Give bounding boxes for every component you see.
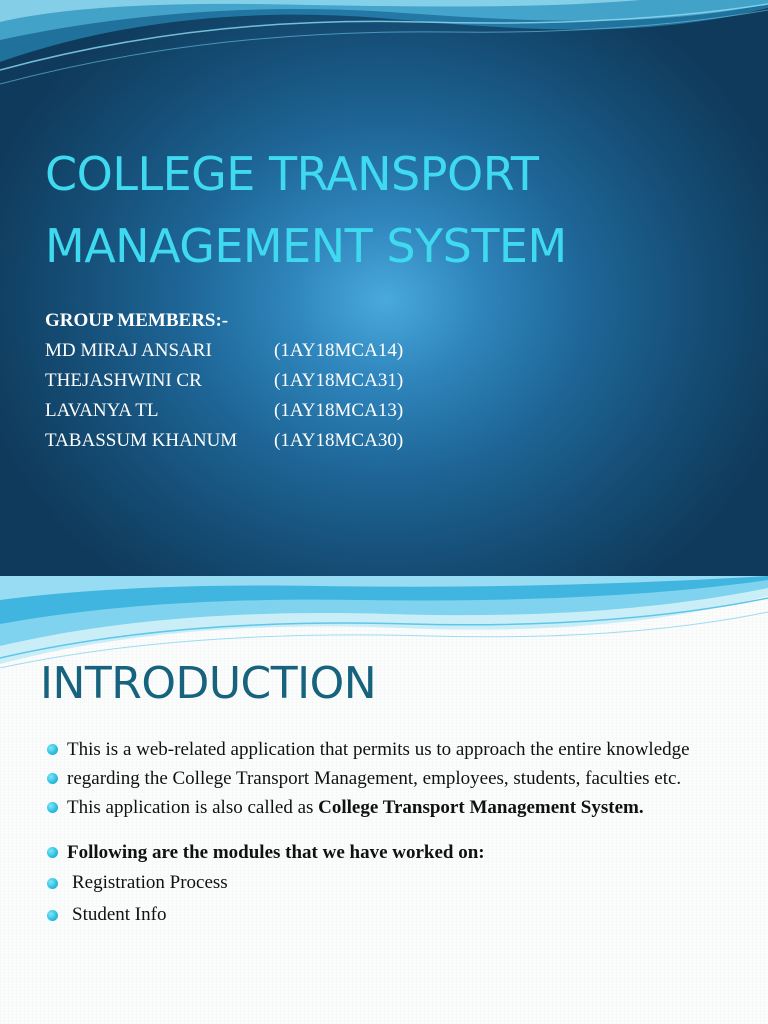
bullet-bold-text: College Transport Management System. (318, 797, 644, 818)
bullet-text: Student Info (72, 904, 167, 925)
bullet-text: regarding the College Transport Management, employees, students, faculties etc. (67, 768, 682, 789)
bullet-text: This application is also called as (67, 797, 319, 818)
bullet-icon (47, 910, 58, 921)
bullet-list (45, 736, 745, 932)
group-members (45, 306, 403, 456)
bullet-icon (47, 802, 58, 813)
bullet-icon (47, 744, 58, 755)
bullet-text: Following are the modules that we have worked on: (67, 842, 485, 863)
group-members-heading: GROUP MEMBERS:- (45, 310, 229, 331)
decorative-waves (0, 0, 768, 100)
bullet-icon (47, 878, 58, 889)
bullet-text: Registration Process (72, 872, 228, 893)
introduction-slide (0, 576, 768, 1024)
list-item (45, 765, 745, 792)
list-item (45, 868, 745, 898)
title-line-1: COLLEGE TRANSPORT (45, 147, 539, 201)
member-row (45, 426, 403, 456)
member-id: (1AY18MCA14) (274, 340, 404, 361)
list-item (45, 839, 745, 866)
list-item (45, 900, 745, 930)
bullet-icon (47, 847, 58, 858)
member-name: LAVANYA TL (45, 400, 159, 421)
title-line-2: MANAGEMENT SYSTEM (45, 219, 567, 273)
bullet-icon (47, 773, 58, 784)
member-id: (1AY18MCA30) (274, 430, 404, 451)
member-name: THEJASHWINI CR (45, 370, 202, 391)
list-item (45, 736, 745, 763)
slide-title: INTRODUCTION (40, 658, 377, 709)
slide-title (45, 138, 745, 282)
bullet-text: This is a web-related application that permits us to approach the entire knowledge (67, 739, 690, 760)
member-name: TABASSUM KHANUM (45, 430, 238, 451)
member-id: (1AY18MCA13) (274, 400, 404, 421)
member-id: (1AY18MCA31) (274, 370, 404, 391)
member-row (45, 396, 403, 426)
member-row (45, 366, 403, 396)
list-item (45, 794, 745, 821)
member-row (45, 336, 403, 366)
member-name: MD MIRAJ ANSARI (45, 340, 212, 361)
